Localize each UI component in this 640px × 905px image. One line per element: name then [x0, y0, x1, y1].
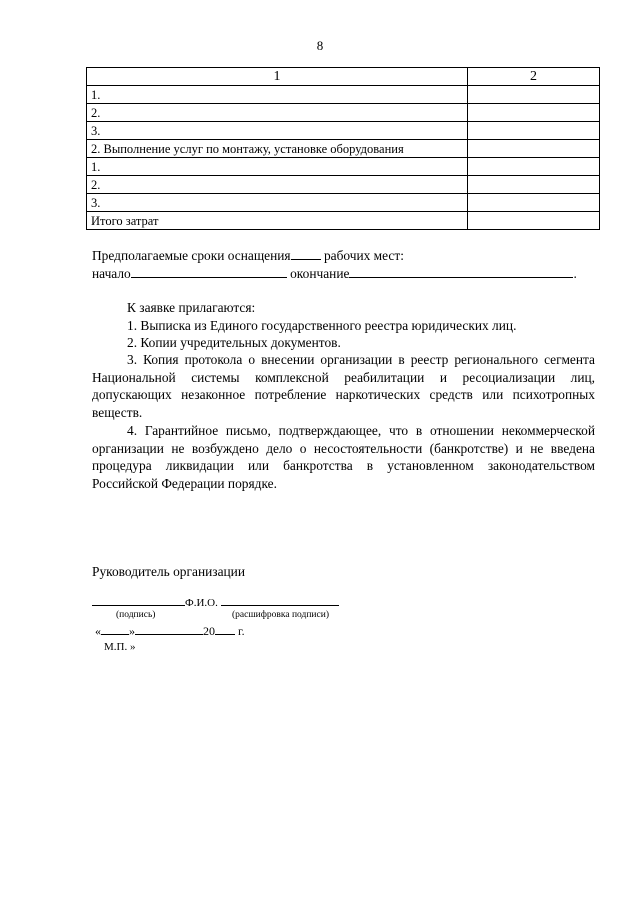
- end-label: окончание: [290, 266, 350, 281]
- year-blank: [215, 624, 235, 635]
- table-cell: 3.: [87, 122, 468, 140]
- terms-line-1: [92, 247, 404, 265]
- table-cell: 2.: [87, 104, 468, 122]
- start-label: начало: [92, 266, 131, 281]
- terms-prefix: Предполагаемые сроки оснащения: [92, 248, 291, 263]
- table-cell: [467, 212, 599, 230]
- workplaces-count-blank: [291, 247, 321, 260]
- date-close-quote: »: [129, 624, 135, 638]
- stamp-label: М.П. »: [104, 641, 136, 653]
- attachment-item-4: 4. Гарантийное письмо, подтверждающее, что в отношении некоммерческой организации не возбуждено дело о несостоятельности (банкротстве) и не введена процедура ликвидации или банкротства в установленном законодательством Российской Федерации порядке.: [92, 423, 595, 491]
- table-row: [87, 86, 600, 104]
- fio-label: Ф.И.О.: [185, 597, 218, 609]
- table-cell: [467, 104, 599, 122]
- table-cell: [467, 158, 599, 176]
- table-header-col1: 1: [87, 68, 468, 86]
- table-row-total: [87, 212, 600, 230]
- signature-caption: (подпись): [116, 610, 156, 620]
- table-row: [87, 158, 600, 176]
- table-row: [87, 176, 600, 194]
- table-cell: [467, 176, 599, 194]
- page-number: 8: [316, 38, 324, 53]
- table-cell: 2.: [87, 176, 468, 194]
- signature-line: [92, 595, 339, 609]
- table-cell: 1.: [87, 158, 468, 176]
- date-open-quote: «: [95, 624, 101, 638]
- table-cell: 1.: [87, 86, 468, 104]
- attachment-item-3: 3. Копия протокола о внесении организации в реестр регионального сегмента Национальной системы комплексной реабилитации и ресоциализации лиц, допускающих незаконное потребление наркотических средств или психотропных веществ.: [92, 352, 595, 420]
- attachments-intro: К заявке прилагаются:: [127, 300, 256, 315]
- table-cell: 3.: [87, 194, 468, 212]
- table-cell: [467, 140, 599, 158]
- table-header-col2: 2: [467, 68, 599, 86]
- table-cell: [467, 86, 599, 104]
- cost-table: [86, 67, 600, 230]
- table-row: [87, 104, 600, 122]
- table-cell: [467, 194, 599, 212]
- attachment-item-1: 1. Выписка из Единого государственного реестра юридических лиц.: [127, 318, 517, 333]
- table-cell: 2. Выполнение услуг по монтажу, установке оборудования: [87, 140, 468, 158]
- terms-suffix: рабочих мест:: [323, 248, 404, 263]
- end-dot: .: [573, 266, 577, 281]
- table-cell-total-label: Итого затрат: [87, 212, 468, 230]
- date-line: [95, 624, 245, 639]
- table-header-row: [87, 68, 600, 86]
- end-date-blank: [349, 265, 573, 278]
- fio-blank: [221, 595, 339, 606]
- table-row: [87, 194, 600, 212]
- year-suffix: г.: [238, 624, 245, 638]
- table-cell: [467, 122, 599, 140]
- month-blank: [135, 624, 203, 635]
- terms-line-2: [92, 265, 577, 283]
- decoding-caption: (расшифровка подписи): [232, 610, 329, 620]
- start-date-blank: [131, 265, 287, 278]
- table-row: [87, 140, 600, 158]
- attachment-item-2: 2. Копии учредительных документов.: [127, 335, 341, 350]
- year-prefix: 20: [203, 624, 215, 638]
- signature-blank: [92, 595, 185, 606]
- day-blank: [101, 624, 129, 635]
- head-label: Руководитель организации: [92, 564, 246, 579]
- table-row: [87, 122, 600, 140]
